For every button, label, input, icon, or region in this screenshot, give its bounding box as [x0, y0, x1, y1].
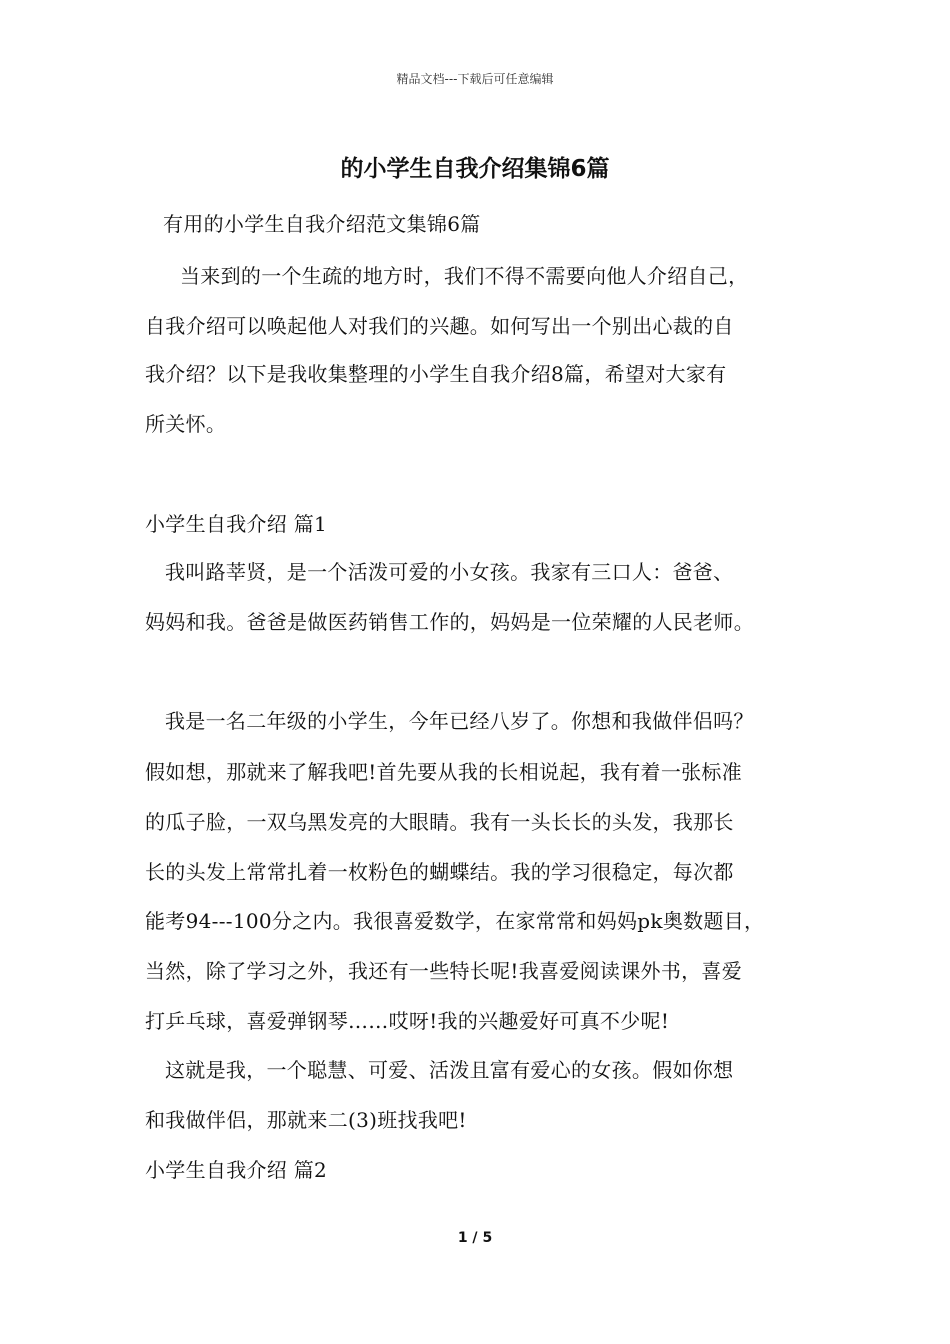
current-page: 1: [457, 1230, 468, 1246]
paragraph-line: 所关怀。: [145, 412, 227, 436]
page-separator: /: [467, 1230, 483, 1246]
paragraph-line: 能考94---100分之内。我很喜爱数学，在家常常和妈妈pk奥数题目，: [145, 909, 765, 933]
paragraph-line: 我叫路莘贤，是一个活泼可爱的小女孩。我家有三口人：爸爸、: [165, 560, 734, 584]
total-pages: 5: [482, 1230, 493, 1246]
page-header: 精品文档---下载后可任意编辑: [396, 72, 554, 86]
paragraph-line: 我是一名二年级的小学生，今年已经八岁了。你想和我做伴侣吗？: [165, 709, 754, 733]
subtitle-line: 有用的小学生自我介绍范文集锦6篇: [163, 212, 481, 236]
paragraph-line: 和我做伴侣，那就来二(3)班找我吧!: [145, 1108, 467, 1132]
paragraph-line: 当然，除了学习之外，我还有一些特长呢!我喜爱阅读课外书，喜爱: [145, 959, 743, 983]
paragraph-line: 我介绍？以下是我收集整理的小学生自我介绍8篇，希望对大家有: [145, 362, 727, 386]
paragraph-line: 这就是我，一个聪慧、可爱、活泼且富有爱心的女孩。假如你想: [165, 1058, 734, 1082]
paragraph-line: 打乒乓球，喜爱弹钢琴……哎呀!我的兴趣爱好可真不少呢!: [145, 1009, 670, 1033]
paragraph-line: 自我介绍可以唤起他人对我们的兴趣。如何写出一个别出心裁的自: [145, 314, 734, 338]
section-heading: 小学生自我介绍 篇2: [145, 1158, 328, 1182]
paragraph-line: 的瓜子脸，一双乌黑发亮的大眼睛。我有一头长长的头发，我那长: [145, 810, 734, 834]
document-title: 的小学生自我介绍集锦6篇: [340, 156, 610, 182]
section-heading: 小学生自我介绍 篇1: [145, 512, 328, 536]
paragraph-line: 长的头发上常常扎着一枚粉色的蝴蝶结。我的学习很稳定，每次都: [145, 860, 734, 884]
paragraph-line: 妈妈和我。爸爸是做医药销售工作的，妈妈是一位荣耀的人民老师。: [145, 610, 754, 634]
paragraph-line: 假如想，那就来了解我吧!首先要从我的长相说起，我有着一张标准: [145, 760, 743, 784]
paragraph-line: 当来到的一个生疏的地方时，我们不得不需要向他人介绍自己，: [180, 264, 749, 288]
page-number: [0, 1230, 950, 1246]
